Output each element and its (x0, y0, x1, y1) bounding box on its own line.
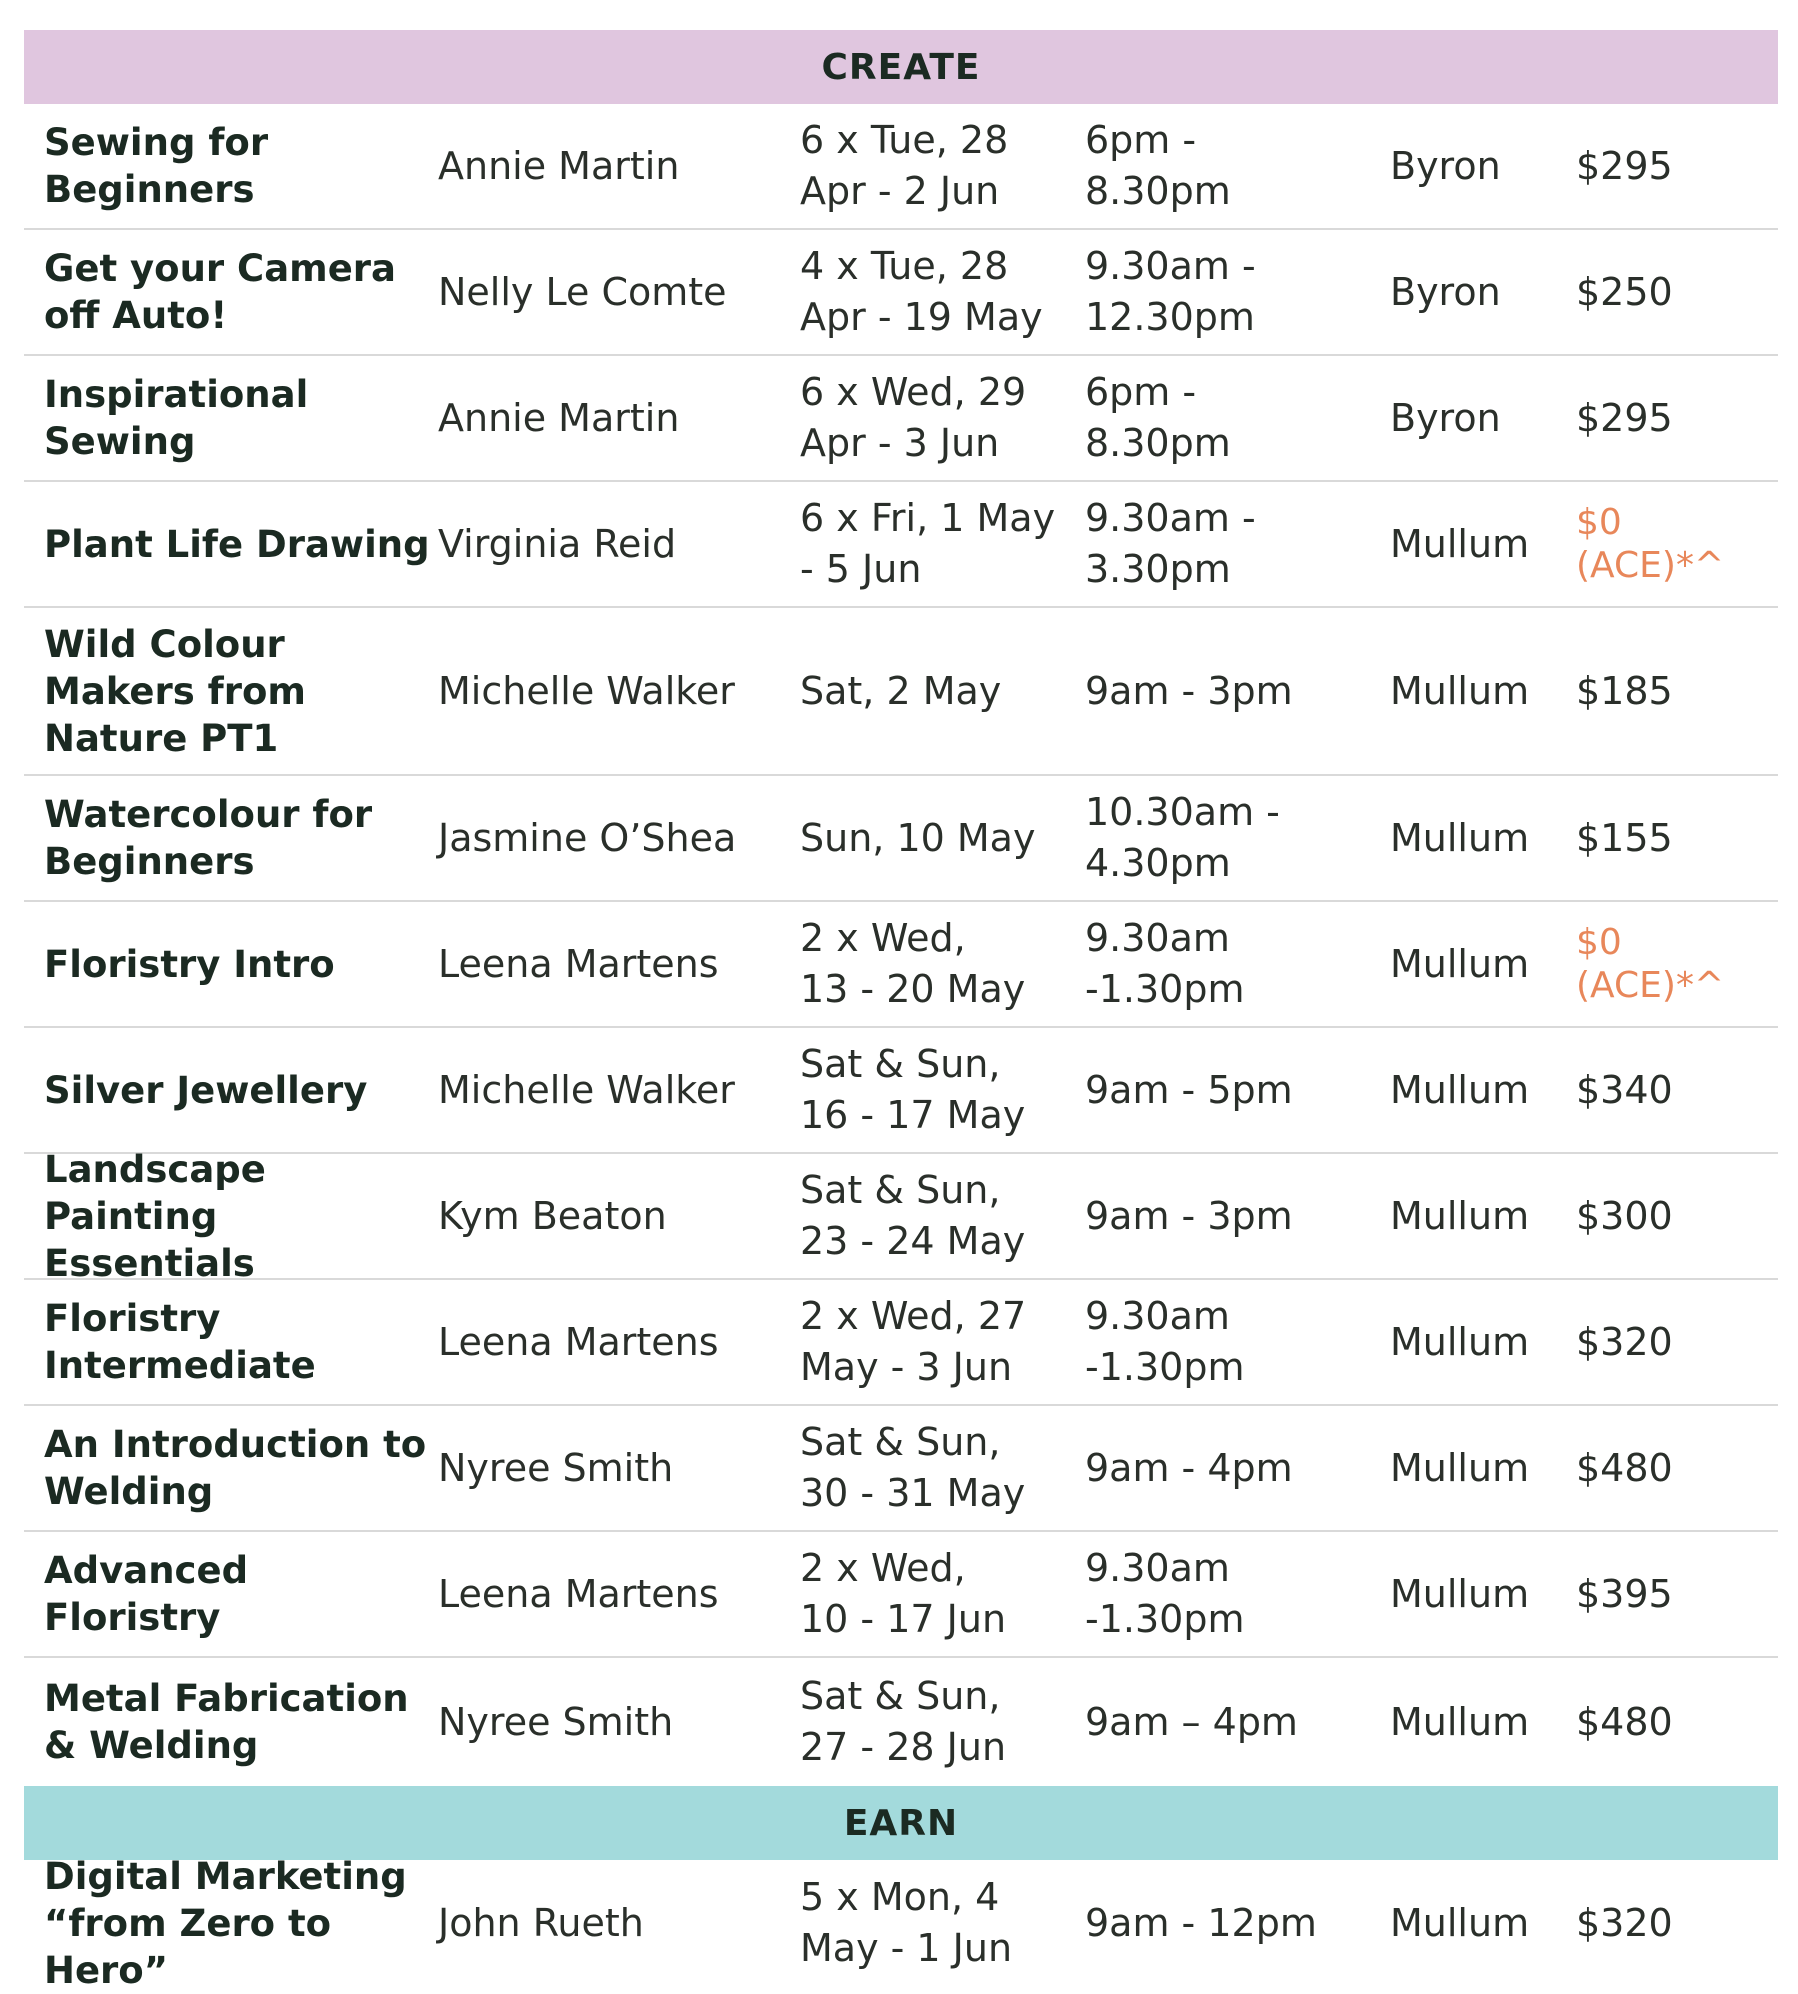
course-time: 9.30am -1.30pm (1085, 1294, 1245, 1389)
course-price: $480 (1576, 1445, 1673, 1490)
course-price: $155 (1576, 815, 1673, 860)
tutor-name: Michelle Walker (438, 1067, 735, 1112)
course-title: Digital Marketing “from Zero to Hero” (44, 1854, 407, 1992)
course-location: Mullum (1390, 1699, 1530, 1744)
tutor-name: Annie Martin (438, 143, 680, 188)
table-row (24, 1854, 1778, 1992)
course-location: Mullum (1390, 668, 1530, 713)
course-location: Mullum (1390, 1193, 1530, 1238)
course-time: 9.30am - 12.30pm (1085, 244, 1256, 339)
course-time: 9am - 3pm (1085, 1193, 1293, 1238)
course-time: 10.30am - 4.30pm (1085, 790, 1280, 885)
table-row (24, 356, 1778, 482)
course-location: Mullum (1390, 815, 1530, 860)
course-dates: Sat, 2 May (800, 668, 1002, 713)
tutor-name: Michelle Walker (438, 668, 735, 713)
course-dates: 5 x Mon, 4 May - 1 Jun (800, 1875, 1013, 1970)
course-dates: Sat & Sun, 30 - 31 May (800, 1420, 1026, 1515)
table-row (24, 1532, 1778, 1658)
course-dates: 2 x Wed, 13 - 20 May (800, 916, 1026, 1011)
tutor-name: John Rueth (438, 1900, 644, 1945)
course-title: Advanced Floristry (44, 1549, 249, 1639)
table-row (24, 1280, 1778, 1406)
course-title: Wild Colour Makers from Nature PT1 (44, 622, 306, 760)
course-price: $340 (1576, 1067, 1673, 1112)
course-price: $320 (1576, 1319, 1673, 1364)
table-row (24, 482, 1778, 608)
course-location: Byron (1390, 269, 1501, 314)
course-time: 9am - 5pm (1085, 1067, 1293, 1112)
table-row (24, 608, 1778, 776)
tutor-name: Leena Martens (438, 941, 719, 986)
course-dates: 6 x Wed, 29 Apr - 3 Jun (800, 370, 1027, 465)
course-title: Inspirational Sewing (44, 373, 309, 463)
course-location: Byron (1390, 143, 1501, 188)
tutor-name: Kym Beaton (438, 1193, 667, 1238)
course-price: $295 (1576, 395, 1673, 440)
table-row (24, 902, 1778, 1028)
course-dates: 6 x Tue, 28 Apr - 2 Jun (800, 118, 1009, 213)
course-title: Metal Fabrication & Welding (44, 1677, 409, 1767)
tutor-name: Nyree Smith (438, 1445, 674, 1490)
course-time: 9am - 12pm (1085, 1900, 1317, 1945)
course-price-ace: $0 (ACE)*^ (1576, 922, 1725, 1006)
course-location: Mullum (1390, 521, 1530, 566)
tutor-name: Leena Martens (438, 1319, 719, 1364)
course-title: Floristry Intermediate (44, 1297, 316, 1387)
course-dates: Sun, 10 May (800, 815, 1036, 860)
course-time: 9am – 4pm (1085, 1699, 1298, 1744)
tutor-name: Leena Martens (438, 1571, 719, 1616)
tutor-name: Annie Martin (438, 395, 680, 440)
section-header-create (24, 30, 1778, 104)
course-time: 9.30am -1.30pm (1085, 1546, 1245, 1641)
tutor-name: Jasmine O’Shea (438, 815, 737, 860)
course-dates: 6 x Fri, 1 May - 5 Jun (800, 496, 1056, 591)
course-title: Sewing for Beginners (44, 121, 269, 211)
course-time: 6pm - 8.30pm (1085, 370, 1231, 465)
course-title: Landscape Painting Essentials (44, 1147, 266, 1285)
course-time: 6pm - 8.30pm (1085, 118, 1231, 213)
course-time: 9.30am - 3.30pm (1085, 496, 1256, 591)
tutor-name: Virginia Reid (438, 521, 677, 566)
course-location: Mullum (1390, 1067, 1530, 1112)
table-row (24, 1028, 1778, 1154)
course-price: $480 (1576, 1699, 1673, 1744)
course-dates: 2 x Wed, 10 - 17 Jun (800, 1546, 1007, 1641)
course-schedule (24, 30, 1778, 1992)
section-title: EARN (843, 1802, 959, 1844)
table-row (24, 1406, 1778, 1532)
course-price: $250 (1576, 269, 1673, 314)
course-location: Mullum (1390, 1445, 1530, 1490)
table-row (24, 104, 1778, 230)
course-price-ace: $0 (ACE)*^ (1576, 502, 1725, 586)
section-title: CREATE (821, 46, 981, 88)
course-location: Mullum (1390, 941, 1530, 986)
course-title: Floristry Intro (44, 942, 335, 986)
course-title: Watercolour for Beginners (44, 793, 373, 883)
course-title: Get your Camera off Auto! (44, 247, 397, 337)
course-dates: Sat & Sun, 27 - 28 Jun (800, 1674, 1007, 1769)
section-header-earn (24, 1786, 1778, 1860)
course-time: 9.30am -1.30pm (1085, 916, 1245, 1011)
table-row (24, 1147, 1778, 1285)
course-location: Mullum (1390, 1319, 1530, 1364)
course-dates: Sat & Sun, 16 - 17 May (800, 1042, 1026, 1137)
course-time: 9am - 4pm (1085, 1445, 1293, 1490)
tutor-name: Nelly Le Comte (438, 269, 727, 314)
course-price: $185 (1576, 668, 1673, 713)
course-dates: 2 x Wed, 27 May - 3 Jun (800, 1294, 1027, 1389)
course-title: Silver Jewellery (44, 1068, 368, 1112)
course-time: 9am - 3pm (1085, 668, 1293, 713)
table-row (24, 776, 1778, 902)
course-price: $300 (1576, 1193, 1673, 1238)
course-price: $320 (1576, 1900, 1673, 1945)
course-location: Mullum (1390, 1571, 1530, 1616)
table-row (24, 1658, 1778, 1786)
course-dates: Sat & Sun, 23 - 24 May (800, 1168, 1026, 1263)
table-row (24, 230, 1778, 356)
tutor-name: Nyree Smith (438, 1699, 674, 1744)
course-location: Byron (1390, 395, 1501, 440)
course-price: $295 (1576, 143, 1673, 188)
course-location: Mullum (1390, 1900, 1530, 1945)
course-price: $395 (1576, 1571, 1673, 1616)
course-title: An Introduction to Welding (44, 1423, 427, 1513)
course-title: Plant Life Drawing (44, 522, 430, 566)
course-dates: 4 x Tue, 28 Apr - 19 May (800, 244, 1043, 339)
